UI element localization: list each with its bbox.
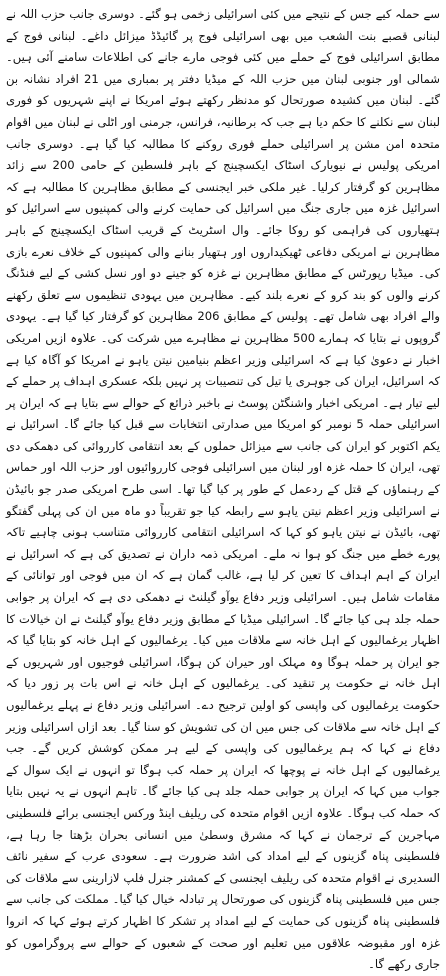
- article-body-text: سے حملہ کیے جس کے نتیجے میں کئی اسرائیلی زخمی ہو گئے۔ دوسری جانب حزب اللہ نے لبنانی قصبے بنت الشعب میں بھی اسرائیلی فوج پر گائیڈڈ میزائل داغے۔ لبنانی فوج کے مطابق اسرائیلی فوج کے حملے میں کئی فوجی مارے جانے کی اطلاعات سامنے آئی ہیں۔ شمالی اور جنوبی لبنان میں حزب اللہ کے میڈیا دفتر پر بمباری میں 21 افراد نشانہ بن گئے۔ لبنان میں کشیدہ صورتحال کو مدنظر رکھتے ہوئے امریکا نے اپنے شہریوں کو فوری لبنان سے نکلنے کا حکم دیا ہے جب کہ برطانیہ، فرانس، جرمنی اور اٹلی نے لبنان میں اقوام متحدہ امن مشن پر اسرائیلی حملے فوری روکنے کا مطالبہ کیا گیا ہے۔ دوسری جانب امریکی پولیس نے نیویارک اسٹاک ایکسچینج کے باہر فلسطین کے حامی 200 سے زائد مظاہرین کو گرفتار کرلیا۔ غیر ملکی خبر ایجنسی کے مطابق مظاہرین کا مطالبہ ہے کہ اسرائیل غزہ میں جاری جنگ میں اسرائیل کی حمایت کرنے والی کمپنیوں سے اسرائیل کو ہتھیاروں کی فراہمی کو روکا جائے۔ وال اسٹریٹ کے قریب اسٹاک ایکسچینج کے باہر مظاہرین نے امریکی دفاعی ٹھیکیداروں اور ہتھیار بنانے والی کمپنیوں کے خلاف نعرے بازی کی۔ میڈیا رپورٹس کے مطابق مظاہرین نے غزہ کو جینے دو اور نسل کشی کے لیے فنڈنگ کرنے والوں کو بند کرو کے نعرے بلند کیے۔ مظاہرین میں یہودی تنظیموں سے تعلق رکھنے والے افراد بھی شامل تھے۔ پولیس کے مطابق 206 مظاہرین کو گرفتار کیا گیا ہے۔ یہودی گروپوں نے بتایا کہ ہمارے 500 مظاہرین نے مظاہرے میں شرکت کی۔ علاوہ ازیں امریکی اخبار نے دعویٰ کیا ہے کہ اسرائیلی وزیر اعظم بنیامین نیتن یاہو نے امریکا کو آگاہ کیا ہے کہ اسرائیل، ایران کی جوہری یا تیل کی تنصیبات پر نہیں بلکہ عسکری اہداف پر حملے کے لیے تیار ہے۔ امریکی اخبار واشنگٹن پوسٹ نے باخبر ذرائع کے حوالے سے بتایا ہے کہ ایران پر اسرائیلی حملہ 5 نومبر کو امریکا میں صدارتی انتخابات سے قبل کیا جائے گا۔ اسرائیل نے یکم اکتوبر کو ایران کی جانب سے میزائل حملوں کے بعد انتقامی کارروائی کی دھمکی دی تھی، ایران کا حملہ غزہ اور لبنان میں اسرائیلی فوجی کارروائیوں اور حزب اللہ اور حماس کے رہنماؤں کے قتل کے ردعمل کے طور پر کیا گیا تھا۔ اسی طرح امریکی صدر جو بائیڈن نے اسرائیلی وزیر اعظم نیتن یاہو سے رابطہ کیا جو تقریباً دو ماہ میں ان کی پہلی گفتگو تھی، بائیڈن نے نیتن یاہو کو کہا کہ اسرائیلی انتقامی کارروائی متناسب ہونی چاہیے تاکہ پورے خطے میں جنگ کو ہوا نہ ملے۔ امریکی ذمہ داران نے تصدیق کی ہے کہ اسرائیل نے ایران کے اہم اہداف کا تعین کر لیا ہے، غالب گمان ہے کہ ان میں فوجی اور توانائی کے مقامات شامل ہیں۔ اسرائیلی وزیر دفاع یوآو گیلنٹ نے دھمکی دی ہے کہ ایران پر جوابی حملہ جلد ہی کیا جائے گا۔ اسرائیلی میڈیا کے مطابق وزیر دفاع یوآو گیلنٹ نے ان خیالات کا اظہار یرغمالیوں کے اہل خانہ سے ملاقات میں کیا۔ یرغمالیوں کے اہل خانہ کو بتایا گیا کہ جو ایران پر حملہ ہوگا وہ مہلک اور حیران کن ہوگا، اسرائیلی فوجیوں اور شہریوں کے اہل خانہ نے حکومت پر تنقید کی۔ یرغمالیوں کے اہل خانہ نے اس بات پر زور دیا کہ حکومت یرغمالیوں کی واپسی کو اولین ترجیح دے۔ اسرائیلی وزیر دفاع نے پہلے یرغمالیوں کے اہل خانہ سے ملاقات کی جس میں ان کی تشویش کو سنا گیا۔ بعد ازاں اسرائیلی وزیر دفاع نے کہا کہ ہم یرغمالیوں کی واپسی کے لیے ہر ممکن کوشش کریں گے۔ جب یرغمالیوں کے اہل خانہ نے پوچھا کہ ایران پر حملہ کب ہوگا تو انہوں نے ایک سوال کے جواب میں کہا کہ ایران پر جوابی حملہ جلد ہی کیا جائے گا۔ تاہم انہوں نے یہ نہیں بتایا کہ حملہ کب ہوگا۔ علاوہ ازیں اقوام متحدہ کی ریلیف اینڈ ورکس ایجنسی برائے فلسطینی مہاجرین کے ترجمان نے کہا کہ مشرق وسطیٰ میں انسانی بحران بڑھتا جا رہا ہے، فلسطینی پناہ گزینوں کے لیے امداد کی اشد ضرورت ہے۔ سعودی عرب کے سفیر نائف السدیری نے اقوام متحدہ کی ریلیف ایجنسی کے کمشنر جنرل فلپ لازارینی سے ملاقات کی جس میں فلسطینی پناہ گزینوں کی صورتحال پر تبادلہ خیال کیا گیا۔ مملکت کی جانب سے فلسطینی پناہ گزینوں کی حمایت کے لیے امداد پر تشکر کا اظہار کرتے ہوئے کہا کہ انروا غزہ اور مقبوضہ علاقوں میں تعلیم اور صحت کے شعبوں کے حوالے سے پروگراموں کو جاری رکھے گا۔: [6, 7, 440, 972]
